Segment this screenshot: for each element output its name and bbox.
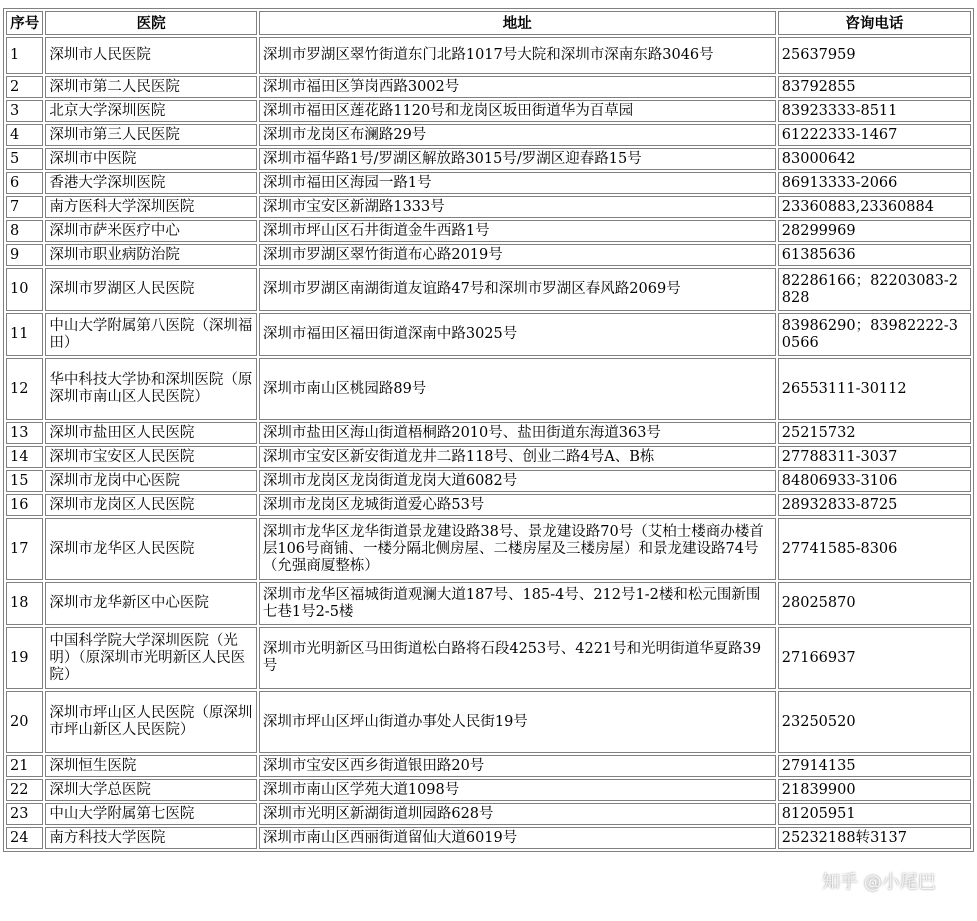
row-hospital-name: 深圳市坪山区人民医院（原深圳市坪山新区人民医院） [45, 691, 256, 753]
table-row [6, 422, 971, 444]
table-row [6, 37, 971, 74]
row-index: 15 [6, 470, 43, 492]
row-hospital-name: 北京大学深圳医院 [45, 100, 256, 122]
row-address: 深圳市南山区桃园路89号 [259, 358, 776, 420]
hospital-table [3, 8, 974, 852]
row-hospital-name: 华中科技大学协和深圳医院（原深圳市南山区人民医院） [45, 358, 256, 420]
row-phone: 61222333-1467 [778, 124, 971, 146]
row-hospital-name: 深圳市职业病防治院 [45, 244, 256, 266]
table-row [6, 76, 971, 98]
row-hospital-name: 深圳市龙华新区中心医院 [45, 582, 256, 625]
row-phone: 83986290；83982222-30566 [778, 313, 971, 356]
row-index: 24 [6, 827, 43, 849]
row-index: 1 [6, 37, 43, 74]
row-hospital-name: 深圳市第三人民医院 [45, 124, 256, 146]
row-phone: 25215732 [778, 422, 971, 444]
watermark: 知乎 @小尾巴 [822, 872, 936, 893]
row-index: 19 [6, 627, 43, 689]
row-phone: 25637959 [778, 37, 971, 74]
table-row [6, 358, 971, 420]
row-hospital-name: 香港大学深圳医院 [45, 172, 256, 194]
table-row [6, 494, 971, 516]
header-hospital: 医院 [45, 11, 256, 35]
row-hospital-name: 深圳市人民医院 [45, 37, 256, 74]
row-address: 深圳市龙岗区龙城街道爱心路53号 [259, 494, 776, 516]
row-hospital-name: 中山大学附属第七医院 [45, 803, 256, 825]
row-address: 深圳市福田区福田街道深南中路3025号 [259, 313, 776, 356]
row-address: 深圳市南山区学苑大道1098号 [259, 779, 776, 801]
table-row [6, 518, 971, 580]
row-phone: 81205951 [778, 803, 971, 825]
row-phone: 23250520 [778, 691, 971, 753]
row-phone: 82286166；82203083-2828 [778, 268, 971, 311]
row-hospital-name: 深圳市龙华区人民医院 [45, 518, 256, 580]
row-phone: 84806933-3106 [778, 470, 971, 492]
row-phone: 83000642 [778, 148, 971, 170]
row-index: 21 [6, 755, 43, 777]
row-index: 10 [6, 268, 43, 311]
row-address: 深圳市福华路1号/罗湖区解放路3015号/罗湖区迎春路15号 [259, 148, 776, 170]
row-hospital-name: 深圳市宝安区人民医院 [45, 446, 256, 468]
table-row [6, 470, 971, 492]
row-phone: 27788311-3037 [778, 446, 971, 468]
table-header-row [6, 11, 971, 35]
row-address: 深圳市光明区新湖街道圳园路628号 [259, 803, 776, 825]
row-hospital-name: 深圳市第二人民医院 [45, 76, 256, 98]
row-address: 深圳市宝安区新安街道龙井二路118号、创业二路4号A、B栋 [259, 446, 776, 468]
row-hospital-name: 南方医科大学深圳医院 [45, 196, 256, 218]
row-address: 深圳市宝安区新湖路1333号 [259, 196, 776, 218]
row-phone: 61385636 [778, 244, 971, 266]
row-phone: 27914135 [778, 755, 971, 777]
row-address: 深圳市宝安区西乡街道银田路20号 [259, 755, 776, 777]
row-phone: 27166937 [778, 627, 971, 689]
row-phone: 83923333-8511 [778, 100, 971, 122]
row-index: 4 [6, 124, 43, 146]
table-row [6, 803, 971, 825]
row-hospital-name: 深圳市盐田区人民医院 [45, 422, 256, 444]
row-address: 深圳市南山区西丽街道留仙大道6019号 [259, 827, 776, 849]
table-row [6, 755, 971, 777]
row-address: 深圳市罗湖区翠竹街道布心路2019号 [259, 244, 776, 266]
header-index: 序号 [6, 11, 43, 35]
row-hospital-name: 深圳大学总医院 [45, 779, 256, 801]
row-address: 深圳市罗湖区翠竹街道东门北路1017号大院和深圳市深南东路3046号 [259, 37, 776, 74]
row-phone: 28932833-8725 [778, 494, 971, 516]
table-row [6, 220, 971, 242]
row-index: 12 [6, 358, 43, 420]
table-row [6, 779, 971, 801]
row-address: 深圳市福田区海园一路1号 [259, 172, 776, 194]
row-index: 22 [6, 779, 43, 801]
row-address: 深圳市福田区笋岗西路3002号 [259, 76, 776, 98]
row-phone: 28299969 [778, 220, 971, 242]
row-phone: 26553111-30112 [778, 358, 971, 420]
row-index: 14 [6, 446, 43, 468]
table-row [6, 268, 971, 311]
row-address: 深圳市罗湖区南湖街道友谊路47号和深圳市罗湖区春风路2069号 [259, 268, 776, 311]
row-index: 11 [6, 313, 43, 356]
row-address: 深圳市龙华区福城街道观澜大道187号、185-4号、212号1-2楼和松元围新围七巷1号2-5楼 [259, 582, 776, 625]
row-address: 深圳市坪山区石井街道金牛西路1号 [259, 220, 776, 242]
row-phone: 86913333-2066 [778, 172, 971, 194]
row-phone: 25232188转3137 [778, 827, 971, 849]
header-phone: 咨询电话 [778, 11, 971, 35]
row-hospital-name: 南方科技大学医院 [45, 827, 256, 849]
row-hospital-name: 中国科学院大学深圳医院（光明）（原深圳市光明新区人民医院） [45, 627, 256, 689]
row-address: 深圳市光明新区马田街道松白路将石段4253号、4221号和光明街道华夏路39号 [259, 627, 776, 689]
table-body [6, 37, 971, 849]
row-hospital-name: 深圳市中医院 [45, 148, 256, 170]
row-hospital-name: 中山大学附属第八医院（深圳福田） [45, 313, 256, 356]
row-address: 深圳市龙岗区龙岗街道龙岗大道6082号 [259, 470, 776, 492]
table-row [6, 172, 971, 194]
row-hospital-name: 深圳市龙岗中心医院 [45, 470, 256, 492]
row-index: 9 [6, 244, 43, 266]
row-hospital-name: 深圳市龙岗区人民医院 [45, 494, 256, 516]
row-index: 5 [6, 148, 43, 170]
table-row [6, 627, 971, 689]
row-phone: 28025870 [778, 582, 971, 625]
row-address: 深圳市福田区莲花路1120号和龙岗区坂田街道华为百草园 [259, 100, 776, 122]
row-index: 16 [6, 494, 43, 516]
row-index: 8 [6, 220, 43, 242]
row-phone: 23360883,23360884 [778, 196, 971, 218]
row-hospital-name: 深圳市罗湖区人民医院 [45, 268, 256, 311]
table-row [6, 691, 971, 753]
row-address: 深圳市龙岗区布澜路29号 [259, 124, 776, 146]
row-index: 13 [6, 422, 43, 444]
row-index: 6 [6, 172, 43, 194]
row-hospital-name: 深圳市萨米医疗中心 [45, 220, 256, 242]
row-index: 18 [6, 582, 43, 625]
row-index: 7 [6, 196, 43, 218]
row-phone: 21839900 [778, 779, 971, 801]
row-index: 2 [6, 76, 43, 98]
table-row [6, 313, 971, 356]
table-row [6, 446, 971, 468]
row-hospital-name: 深圳恒生医院 [45, 755, 256, 777]
table-row [6, 148, 971, 170]
row-index: 17 [6, 518, 43, 580]
table-row [6, 827, 971, 849]
row-address: 深圳市盐田区海山街道梧桐路2010号、盐田街道东海道363号 [259, 422, 776, 444]
row-index: 23 [6, 803, 43, 825]
row-index: 3 [6, 100, 43, 122]
header-address: 地址 [259, 11, 776, 35]
table-row [6, 196, 971, 218]
row-index: 20 [6, 691, 43, 753]
row-address: 深圳市龙华区龙华街道景龙建设路38号、景龙建设路70号（艾柏士楼商办楼首层106号商铺、一楼分隔北侧房屋、二楼房屋及三楼房屋）和景龙建设路74号（允强商厦整栋） [259, 518, 776, 580]
table-row [6, 582, 971, 625]
row-address: 深圳市坪山区坪山街道办事处人民街19号 [259, 691, 776, 753]
table-row [6, 244, 971, 266]
table-row [6, 124, 971, 146]
row-phone: 27741585-8306 [778, 518, 971, 580]
table-row [6, 100, 971, 122]
row-phone: 83792855 [778, 76, 971, 98]
